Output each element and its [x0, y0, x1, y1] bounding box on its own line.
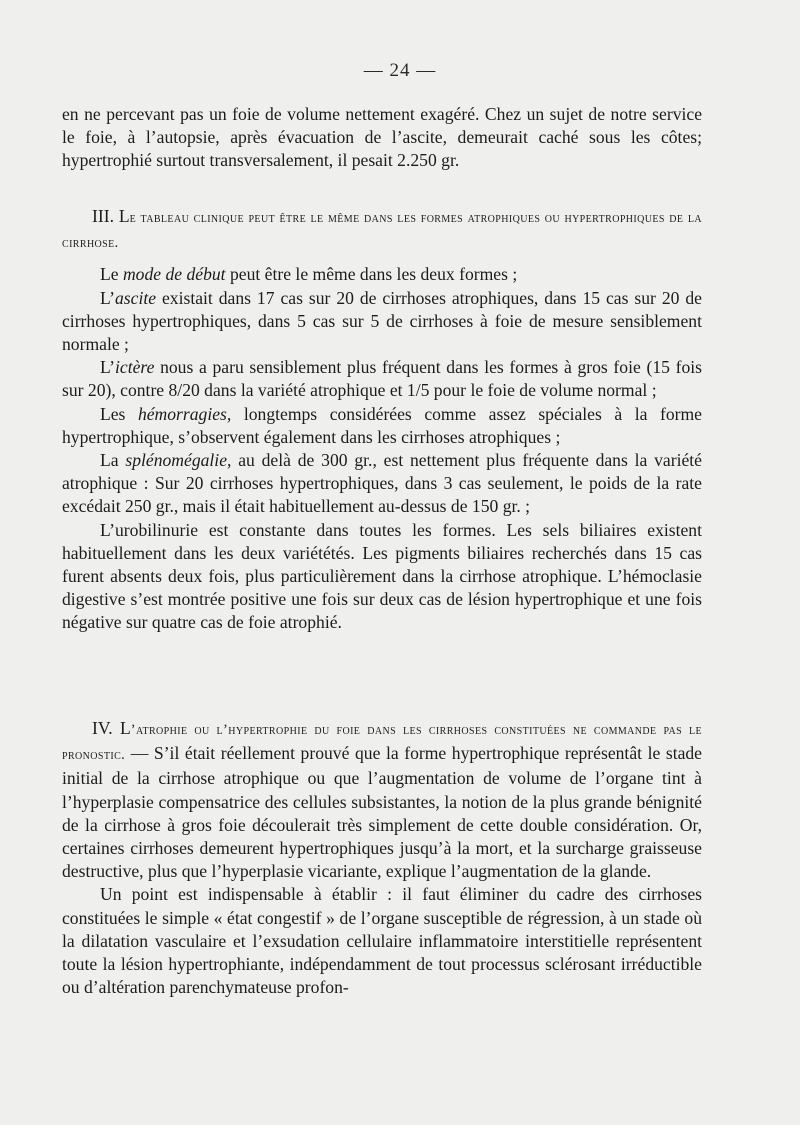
text-span: au delà de 300 gr., est nettement plus fréquente dans la variété atrophique : Sur 20 cirrhoses hypertrophiques, dans 3 cas seulement, le poids de la rate excédait 250 gr., mais il était habituellement au-dessus de 150 gr. ;	[62, 450, 702, 517]
text-span: La	[100, 450, 126, 471]
emphasis-ictere: ictère	[115, 357, 155, 378]
emphasis-hemorragies: hémorragies,	[137, 403, 232, 424]
section-iii-numeral: III.	[92, 206, 114, 226]
emphasis-mode-de-debut: mode de début	[122, 264, 226, 285]
section-iii-heading	[62, 205, 702, 255]
section-iv-numeral: IV.	[92, 718, 113, 738]
section-iv-paragraph-2: Un point est indispensable à établir : il faut éliminer du cadre des cirrhoses constituées le simple « état congestif » de l’organe susceptible de régression, à un stade où la dilatation vasculaire et l’exsudation cellulaire inflammatoire interstitielle représentent toute la lésion hypertrophiante, indépendamment de tout processus sclérosant irréductible ou d’altération parenchymateuse profon-	[62, 884, 702, 998]
section-iii-paragraph-hemorragies	[62, 403, 702, 449]
section-iv-paragraph-1	[62, 717, 702, 883]
text-span: Le	[100, 264, 123, 285]
text-span: L’	[100, 357, 115, 378]
heading-dash: —	[125, 743, 154, 764]
section-iii-paragraph-ascite	[62, 287, 702, 357]
text-span: longtemps considérées comme assez spéciales à la forme hypertrophique, s’observent également dans les cirrhoses atrophiques ;	[62, 403, 702, 447]
section-iii-paragraph-splenomegalie	[62, 449, 702, 519]
section-iii-heading-text: e tableau clinique peut être le même dans les formes atrophiques ou hypertrophiques de la cirrhose.	[62, 210, 702, 252]
text-span: existait dans 17 cas sur 20 de cirrhoses atrophiques, dans 15 cas sur 20 de cirrhoses hypertrophiques, dans 5 cas sur 5 de cirrhoses à foie de mesure sensiblement normale ;	[62, 287, 702, 355]
section-iv-heading-text: ’atrophie ou l’hypertrophie du foie dans les cirrhoses constituées ne commande pas le pronostic.	[62, 722, 703, 764]
emphasis-splenomegalie: splénomégalie,	[125, 450, 232, 471]
text-span: L’	[100, 287, 115, 308]
section-iii-heading-initial: L	[118, 206, 130, 226]
section-iv-heading-initial: L	[120, 718, 131, 738]
section-iii	[62, 205, 702, 635]
text-span: Les	[100, 403, 138, 424]
continuation-paragraph: en ne percevant pas un foie de volume nettement exagéré. Chez un sujet de notre service le foie, à l’autopsie, après évacuation de l’ascite, demeurait caché sous les côtes; hypertrophié surtout transversalement, il pesait 2.250 gr.	[62, 104, 702, 171]
continuation-block	[62, 103, 702, 173]
emphasis-ascite: ascite	[115, 287, 157, 308]
section-iv	[62, 717, 702, 999]
section-iii-paragraph-ictere	[62, 356, 702, 402]
page-number: — 24 —	[363, 60, 437, 81]
section-iii-paragraph-urobilinurie: L’urobilinurie est constante dans toutes les formes. Les sels biliaires existent habituellement dans les deux variététés. Les pigments biliaires recherchés dans 15 cas furent absents deux fois, plus particulièrement dans la cirrhose atrophique. L’hémoclasie digestive s’est montrée positive une fois sur deux cas de lésion hypertrophique et une fois négative sur quatre cas de foie atrophié.	[62, 519, 702, 633]
section-iv-paragraph-1-text: S’il était réellement prouvé que la forme hypertrophique représentât le stade initial de la cirrhose atrophique ou que l’augmentation de volume de l’organe tint à l’hyperplasie compensatrice des cellules subsistantes, la notion de la plus grande bénignité de la cirrhose à gros foie découlerait très simplement de cette double considération. Or, certaines cirrhoses demeurent hypertrophiques jusqu’à la mort, et la surcharge graisseuse destructive, plus que l’hyperplasie vicariante, explique l’augmentation de la glande.	[62, 743, 702, 882]
text-span: peut être le même dans les deux formes ;	[225, 264, 518, 285]
text-span: nous a paru sensiblement plus fréquent dans les formes à gros foie (15 fois sur 20), contre 8/20 dans la variété atrophique et 1/5 pour le foie de volume normal ;	[62, 357, 702, 401]
section-iii-paragraph-mode	[62, 263, 702, 286]
